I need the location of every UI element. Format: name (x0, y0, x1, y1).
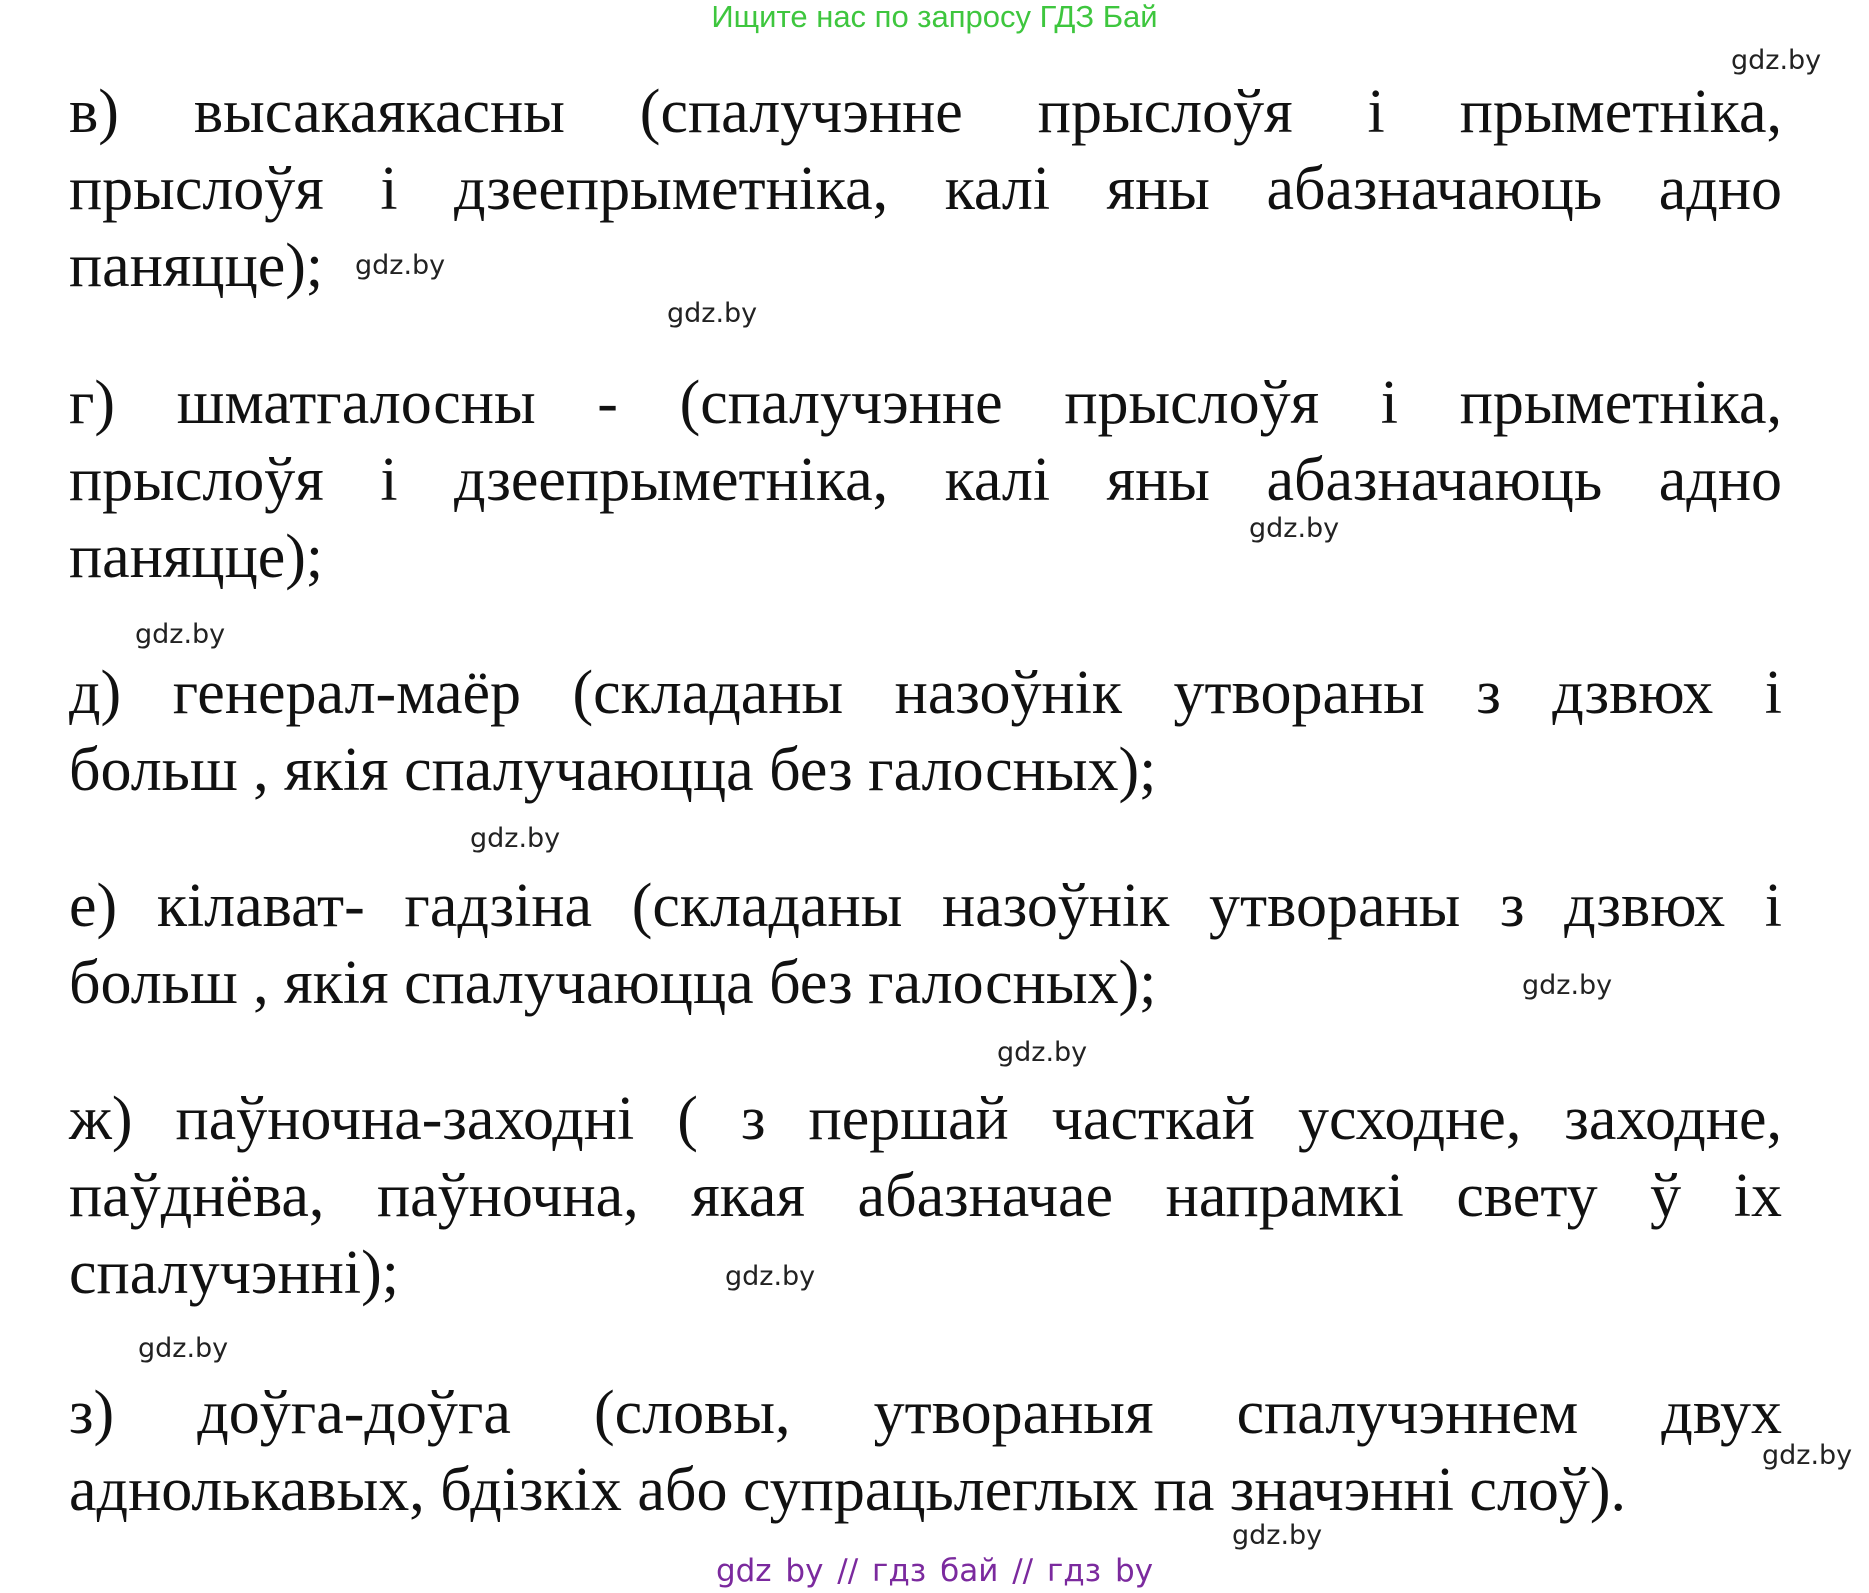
watermark-text: gdz.by (1249, 513, 1340, 544)
text-line: паўднёва, паўночна, якая абазначае напрамкі свету ў іх (69, 1162, 1782, 1230)
text-line: паняцце); (69, 523, 324, 591)
watermark-text: gdz.by (138, 1333, 229, 1364)
text-line: ж) паўночна-заходні ( з першай часткай усходне, заходне, (69, 1085, 1782, 1153)
watermark-text: gdz.by (1762, 1440, 1853, 1471)
footer-links: gdz by // гдз бай // гдз by (715, 1553, 1154, 1589)
watermark-text: gdz.by (470, 823, 561, 854)
watermark-text: gdz.by (997, 1037, 1088, 1068)
watermark-text: gdz.by (1731, 45, 1822, 76)
answer-item-z (69, 1375, 1782, 1529)
text-line: прыслоўя і дзеепрыметніка, калі яны абазначаюць адно (69, 446, 1782, 514)
text-line: в) высакаякасны (спалучэнне прыслоўя і прыметніка, (69, 78, 1782, 146)
text-line: больш , якія спалучаюцца без галосных); (69, 949, 1157, 1017)
watermark-text: gdz.by (725, 1261, 816, 1292)
answer-item-d (69, 655, 1782, 809)
text-line: спалучэнні); (69, 1239, 399, 1307)
text-line: г) шматгалосны - (спалучэнне прыслоўя і прыметніка, (69, 369, 1782, 437)
text-line: аднолькавых, бдізкіх або супрацьлеглых па значэнні слоў). (69, 1456, 1627, 1524)
answer-item-v (69, 74, 1782, 305)
text-line: д) генерал-маёр (складаны назоўнік утвораны з дзвюх і (69, 659, 1782, 727)
watermark-text: gdz.by (667, 298, 758, 329)
text-line: е) кілават- гадзіна (складаны назоўнік утвораны з дзвюх і (69, 872, 1782, 940)
watermark-text: gdz.by (1232, 1520, 1323, 1551)
watermark-text: gdz.by (355, 250, 446, 281)
search-banner: Ищите нас по запросу ГДЗ Бай (711, 0, 1158, 34)
text-line: прыслоўя і дзеепрыметніка, калі яны абазначаюць адно (69, 155, 1782, 223)
text-line: больш , якія спалучаюцца без галосных); (69, 736, 1157, 804)
answer-item-h (69, 365, 1782, 596)
watermark-text: gdz.by (1522, 970, 1613, 1001)
text-line: паняцце); (69, 232, 324, 300)
answer-item-zh (69, 1081, 1782, 1312)
text-line: з) доўга-доўга (словы, утвораныя спалучэннем двух (69, 1379, 1782, 1447)
watermark-text: gdz.by (135, 619, 226, 650)
